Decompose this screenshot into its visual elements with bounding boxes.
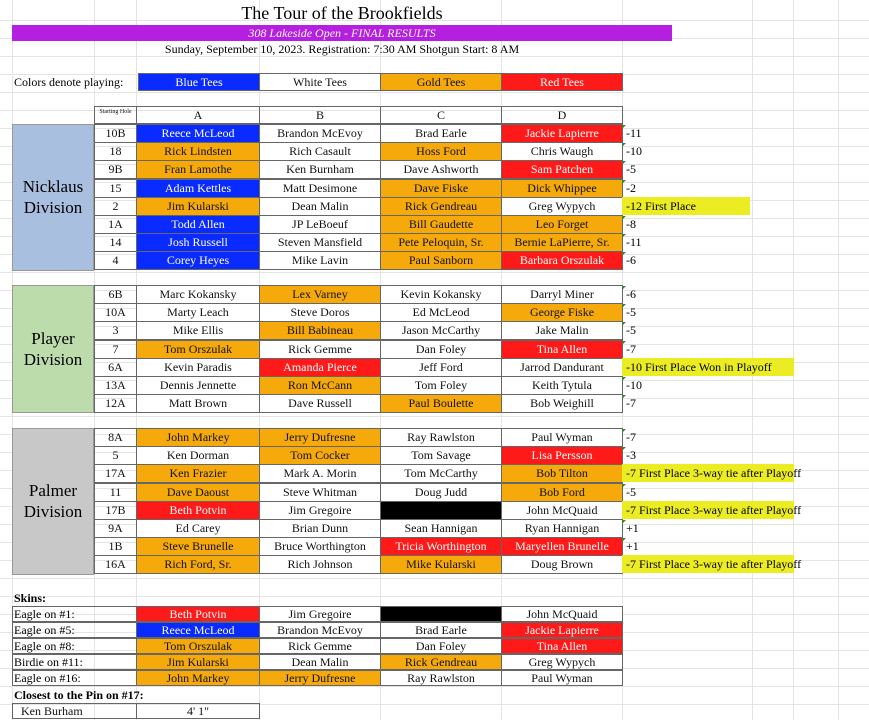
legend-red-tees: Red Tees (501, 73, 623, 91)
division-1-row-0-starting-hole: 6B (94, 285, 137, 304)
division-2-row-6-player-c: Tricia Worthington (380, 537, 502, 556)
division-2-row-4-player-d: John McQuaid (501, 501, 623, 520)
division-0-row-2-player-a: Fran Lamothe (136, 160, 260, 179)
division-2-row-0-player-b: Jerry Dufresne (259, 428, 381, 447)
division-0-row-2-score: -5 (626, 162, 636, 176)
sheet-title: The Tour of the Brookfields (241, 3, 443, 23)
division-2-row-3-player-d: Bob Ford (501, 483, 623, 502)
division-0-row-1-score: -10 (626, 144, 642, 158)
division-2-row-0-player-a: John Markey (136, 428, 260, 447)
skin-3-player-c: Rick Gendreau (380, 654, 502, 670)
division-2-row-5-score: +1 (626, 521, 639, 535)
column-header-c: C (380, 106, 502, 124)
division-1-row-3-starting-hole: 7 (94, 340, 137, 359)
division-0-row-7-player-b: Mike Lavin (259, 251, 381, 270)
division-label-1: Player Division (12, 285, 94, 413)
division-1-row-4-player-c: Jeff Ford (380, 358, 502, 377)
division-2-row-2-score: -7 First Place 3-way tie after Playoff (622, 464, 794, 482)
division-1-row-5-player-a: Dennis Jennette (136, 376, 260, 395)
skin-0-player-a: Beth Potvin (136, 606, 260, 622)
division-2-row-7-player-d: Doug Brown (501, 555, 623, 574)
division-2-row-0-score: -7 (626, 430, 636, 444)
legend-white-tees: White Tees (259, 73, 381, 91)
division-2-row-7-player-a: Rich Ford, Sr. (136, 555, 260, 574)
division-2-row-2-player-c: Tom McCarthy (380, 464, 502, 483)
division-2-row-7-player-c: Mike Kularski (380, 555, 502, 574)
division-0-row-3-player-c: Dave Fiske (380, 179, 502, 198)
grid-line-horizontal (0, 92, 869, 93)
skin-label-box-0 (12, 606, 137, 622)
division-2-row-7-player-b: Rich Johnson (259, 555, 381, 574)
skin-0-player-b: Jim Gregoire (259, 606, 381, 622)
division-1-row-6-player-d: Bob Weighill (501, 394, 623, 413)
division-1-row-6-player-c: Paul Boulette (380, 394, 502, 413)
division-0-row-2-player-d: Sam Patchen (501, 160, 623, 179)
legend-blue-tees: Blue Tees (138, 73, 260, 91)
division-2-row-1-starting-hole: 5 (94, 446, 137, 465)
skin-label-3: Birdie on #11: (14, 655, 83, 669)
division-0-row-6-score: -11 (626, 235, 642, 249)
division-1-row-3-player-d: Tina Allen (501, 340, 623, 359)
division-0-row-7-score: -6 (626, 253, 636, 267)
division-2-row-1-player-d: Lisa Persson (501, 446, 623, 465)
skin-1-player-a: Reece McLeod (136, 622, 260, 638)
division-2-row-5-player-a: Ed Carey (136, 519, 260, 538)
division-1-row-5-player-b: Ron McCann (259, 376, 381, 395)
grid-line-vertical (838, 0, 839, 720)
division-0-row-4-player-b: Dean Malin (259, 197, 381, 216)
division-1-row-5-player-c: Tom Foley (380, 376, 502, 395)
division-1-row-0-player-a: Marc Kokansky (136, 285, 260, 304)
division-1-row-1-player-a: Marty Leach (136, 303, 260, 322)
division-0-row-6-player-a: Josh Russell (136, 233, 260, 252)
division-1-row-1-score: -5 (626, 305, 636, 319)
skin-2-player-d: Tina Allen (501, 638, 623, 654)
division-2-row-6-player-d: Maryellen Brunelle (501, 537, 623, 556)
division-0-row-7-player-d: Barbara Orszulak (501, 251, 623, 270)
division-2-row-6-player-a: Steve Brunelle (136, 537, 260, 556)
division-2-row-3-starting-hole: 11 (94, 483, 137, 502)
division-0-row-7-player-c: Paul Sanborn (380, 251, 502, 270)
division-1-row-2-player-c: Jason McCarthy (380, 321, 502, 340)
division-2-row-4-player-a: Beth Potvin (136, 501, 260, 520)
division-2-row-6-starting-hole: 1B (94, 537, 137, 556)
event-date-line: Sunday, September 10, 2023. Registration: 7:30 AM Shotgun Start: 8 AM (164, 42, 520, 56)
division-0-row-5-player-a: Todd Allen (136, 215, 260, 234)
division-2-row-1-score: -3 (626, 448, 636, 462)
skins-heading: Skins: (14, 591, 47, 605)
division-1-row-1-starting-hole: 10A (94, 303, 137, 322)
division-1-row-2-starting-hole: 3 (94, 321, 137, 340)
division-2-row-3-player-b: Steve Whitman (259, 483, 381, 502)
division-0-row-5-starting-hole: 1A (94, 215, 137, 234)
division-1-row-1-player-b: Steve Doros (259, 303, 381, 322)
division-0-row-0-player-b: Brandon McEvoy (259, 124, 381, 143)
skin-2-player-c: Dan Foley (380, 638, 502, 654)
division-0-row-5-player-c: Bill Gaudette (380, 215, 502, 234)
division-0-row-7-starting-hole: 4 (94, 251, 137, 270)
division-2-row-2-player-d: Bob Tilton (501, 464, 623, 483)
division-1-row-0-score: -6 (626, 287, 636, 301)
division-1-row-4-score: -10 First Place Won in Playoff (622, 358, 794, 376)
division-2-row-3-player-a: Dave Daoust (136, 483, 260, 502)
division-1-row-2-player-a: Mike Ellis (136, 321, 260, 340)
division-0-row-6-player-b: Steven Mansfield (259, 233, 381, 252)
skin-3-player-a: Jim Kularski (136, 654, 260, 670)
division-1-row-4-starting-hole: 6A (94, 358, 137, 377)
skin-label-box-2 (12, 638, 137, 654)
division-0-row-3-score: -2 (626, 181, 636, 195)
skin-label-4: Eagle on #16: (14, 671, 81, 685)
division-1-row-3-player-b: Rick Gemme (259, 340, 381, 359)
skin-0-player-d: John McQuaid (501, 606, 623, 622)
division-0-row-2-player-b: Ken Burnham (259, 160, 381, 179)
division-2-row-2-starting-hole: 17A (94, 464, 137, 483)
division-0-row-2-starting-hole: 9B (94, 160, 137, 179)
grid-line-horizontal (0, 596, 869, 597)
division-0-row-2-player-c: Dave Ashworth (380, 160, 502, 179)
division-1-row-1-player-d: George Fiske (501, 303, 623, 322)
division-2-row-5-player-b: Brian Dunn (259, 519, 381, 538)
division-0-row-1-player-b: Rich Casault (259, 142, 381, 161)
division-1-row-4-player-b: Amanda Pierce (259, 358, 381, 377)
division-1-row-2-score: -5 (626, 323, 636, 337)
grid-line-horizontal (0, 272, 869, 273)
grid-line-horizontal (0, 578, 869, 579)
division-2-row-1-player-c: Tom Savage (380, 446, 502, 465)
division-1-row-3-score: -7 (626, 342, 636, 356)
division-0-row-4-player-a: Jim Kularski (136, 197, 260, 216)
division-2-row-7-score: -7 First Place 3-way tie after Playoff (622, 555, 794, 573)
division-0-row-6-player-c: Pete Peloquin, Sr. (380, 233, 502, 252)
division-1-row-0-player-c: Kevin Kokansky (380, 285, 502, 304)
division-0-row-3-player-d: Dick Whippee (501, 179, 623, 198)
division-1-row-5-player-d: Keith Tytula (501, 376, 623, 395)
closest-to-pin-distance: 4' 1" (136, 703, 260, 719)
skin-label-0: Eagle on #1: (14, 607, 75, 621)
division-0-row-4-score: -12 First Place (622, 197, 750, 215)
skin-4-player-d: Paul Wyman (501, 670, 623, 686)
division-2-row-6-score: +1 (626, 539, 639, 553)
division-1-row-0-player-b: Lex Varney (259, 285, 381, 304)
results-banner: 308 Lakeside Open - FINAL RESULTS (12, 25, 672, 41)
division-0-row-1-player-a: Rick Lindsten (136, 142, 260, 161)
division-0-row-4-starting-hole: 2 (94, 197, 137, 216)
division-0-row-0-score: -11 (626, 126, 642, 140)
division-2-row-0-player-c: Ray Rawlston (380, 428, 502, 447)
division-2-row-5-player-d: Ryan Hannigan (501, 519, 623, 538)
division-label-2: Palmer Division (12, 428, 94, 575)
skin-2-player-b: Rick Gemme (259, 638, 381, 654)
division-1-row-3-player-c: Dan Foley (380, 340, 502, 359)
column-header-b: B (259, 106, 381, 124)
skin-1-player-b: Brandon McEvoy (259, 622, 381, 638)
skin-4-player-b: Jerry Dufresne (259, 670, 381, 686)
legend-label: Colors denote playing: (14, 75, 124, 89)
grid-line-horizontal (0, 416, 869, 417)
division-0-row-1-player-c: Hoss Ford (380, 142, 502, 161)
division-2-row-1-player-a: Ken Dorman (136, 446, 260, 465)
division-label-0: Nicklaus Division (12, 124, 94, 271)
division-0-row-4-player-c: Rick Gendreau (380, 197, 502, 216)
skin-4-player-a: John Markey (136, 670, 260, 686)
division-2-row-3-score: -5 (626, 485, 636, 499)
division-0-row-1-player-d: Chris Waugh (501, 142, 623, 161)
division-2-row-3-player-c: Doug Judd (380, 483, 502, 502)
division-0-row-3-player-a: Adam Kettles (136, 179, 260, 198)
closest-to-pin-winner: Ken Burham (12, 703, 137, 719)
division-1-row-6-starting-hole: 12A (94, 394, 137, 413)
skin-2-player-a: Tom Orszulak (136, 638, 260, 654)
division-2-row-4-player-b: Jim Gregoire (259, 501, 381, 520)
division-1-row-6-player-b: Dave Russell (259, 394, 381, 413)
skin-label-1: Eagle on #5: (14, 623, 75, 637)
division-2-row-4-score: -7 First Place 3-way tie after Playoff (622, 501, 794, 519)
division-1-row-3-player-a: Tom Orszulak (136, 340, 260, 359)
division-1-row-4-player-d: Jarrod Dandurant (501, 358, 623, 377)
division-0-row-0-starting-hole: 10B (94, 124, 137, 143)
division-1-row-2-player-b: Bill Babineau (259, 321, 381, 340)
division-0-row-5-player-d: Leo Forget (501, 215, 623, 234)
division-0-row-6-player-d: Bernie LaPierre, Sr. (501, 233, 623, 252)
skin-label-2: Eagle on #8: (14, 639, 75, 653)
division-1-row-0-player-d: Darryl Miner (501, 285, 623, 304)
division-2-row-2-player-b: Mark A. Morin (259, 464, 381, 483)
division-0-row-3-starting-hole: 15 (94, 179, 137, 198)
legend-gold-tees: Gold Tees (380, 73, 502, 91)
division-2-row-2-player-a: Ken Frazier (136, 464, 260, 483)
division-2-row-6-player-b: Bruce Worthington (259, 537, 381, 556)
division-0-row-0-player-a: Reece McLeod (136, 124, 260, 143)
division-2-row-0-player-d: Paul Wyman (501, 428, 623, 447)
division-1-row-4-player-a: Kevin Paradis (136, 358, 260, 377)
closest-to-pin-heading: Closest to the Pin on #17: (14, 688, 144, 702)
division-1-row-1-player-c: Ed McLeod (380, 303, 502, 322)
division-2-row-5-player-c: Sean Hannigan (380, 519, 502, 538)
division-0-row-5-score: -8 (626, 217, 636, 231)
division-0-row-0-player-c: Brad Earle (380, 124, 502, 143)
division-2-row-4-player-c (380, 501, 502, 520)
skin-label-box-3 (12, 654, 137, 670)
division-0-row-3-player-b: Matt Desimone (259, 179, 381, 198)
division-1-row-6-player-a: Matt Brown (136, 394, 260, 413)
division-1-row-2-player-d: Jake Malin (501, 321, 623, 340)
division-0-row-1-starting-hole: 18 (94, 142, 137, 161)
skin-3-player-b: Dean Malin (259, 654, 381, 670)
division-0-row-4-player-d: Greg Wypych (501, 197, 623, 216)
division-2-row-0-starting-hole: 8A (94, 428, 137, 447)
skin-0-player-c (380, 606, 502, 622)
division-0-row-5-player-b: JP LeBoeuf (259, 215, 381, 234)
column-header-starting-hole: Starting Hole (94, 106, 137, 124)
division-0-row-7-player-a: Corey Heyes (136, 251, 260, 270)
column-header-a: A (136, 106, 260, 124)
skin-label-box-4 (12, 670, 137, 686)
skin-label-box-1 (12, 622, 137, 638)
division-0-row-0-player-d: Jackie Lapierre (501, 124, 623, 143)
skin-1-player-d: Jackie Lapierre (501, 622, 623, 638)
division-2-row-7-starting-hole: 16A (94, 555, 137, 574)
column-header-d: D (501, 106, 623, 124)
division-2-row-4-starting-hole: 17B (94, 501, 137, 520)
skin-4-player-c: Ray Rawlston (380, 670, 502, 686)
division-2-row-5-starting-hole: 9A (94, 519, 137, 538)
division-0-row-6-starting-hole: 14 (94, 233, 137, 252)
division-1-row-5-starting-hole: 13A (94, 376, 137, 395)
division-1-row-6-score: -7 (626, 396, 636, 410)
division-2-row-1-player-b: Tom Cocker (259, 446, 381, 465)
division-1-row-5-score: -10 (626, 378, 642, 392)
skin-3-player-d: Greg Wypych (501, 654, 623, 670)
skin-1-player-c: Brad Earle (380, 622, 502, 638)
